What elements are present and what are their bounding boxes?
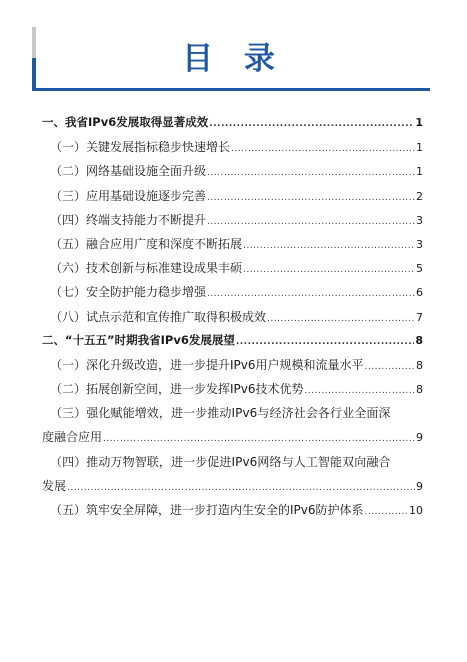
toc-page-number: 8: [416, 358, 423, 372]
toc-leader-dots: [267, 314, 415, 324]
toc-entry-label: 一、我省IPv6发展取得显著成效: [42, 115, 209, 129]
toc-entry[interactable]: [42, 187, 423, 211]
toc-page-number: 8: [415, 333, 423, 347]
toc-entry-label: （七）安全防护能力稳步增强: [50, 285, 207, 300]
title-underline: [32, 88, 430, 91]
toc-entry[interactable]: [42, 283, 423, 307]
toc-entry[interactable]: [42, 138, 423, 162]
toc-page-number: 6: [416, 286, 423, 300]
toc-page-number: 8: [416, 383, 423, 397]
toc-page-number: 3: [416, 237, 423, 251]
toc-leader-dots: [365, 362, 415, 372]
toc-leader-dots: [365, 507, 408, 517]
toc-leader-dots: [305, 386, 415, 396]
toc-entry-label: 二、“十五五”时期我省IPv6发展展望: [42, 332, 235, 347]
toc-entry-label: （三）强化赋能增效，进一步推动IPv6与经济社会各行业全面深: [50, 406, 391, 421]
toc-leader-dots: [243, 241, 415, 251]
toc-entry-label: （四）推动万物智联，进一步促进IPv6网络与人工智能双向融合: [50, 454, 391, 469]
toc-entry[interactable]: [42, 453, 423, 501]
toc-entry-label-continued: 度融合应用: [42, 430, 103, 445]
toc-leader-dots: [231, 144, 415, 154]
toc-section-heading[interactable]: [42, 114, 423, 138]
toc-entry-label: （四）终端支持能力不断提升: [50, 212, 207, 227]
toc-entry[interactable]: [42, 308, 423, 332]
toc-entry[interactable]: [42, 380, 423, 404]
toc-entry-label: （二）拓展创新空间，进一步发挥IPv6技术优势: [50, 382, 304, 397]
table-of-contents: [42, 114, 423, 525]
toc-leader-dots: [207, 217, 415, 227]
toc-entry-label: （六）技术创新与标准建设成果丰硕: [50, 261, 243, 276]
toc-page-number: 3: [416, 213, 423, 227]
toc-entry-label: （五）融合应用广度和深度不断拓展: [50, 236, 243, 251]
page-title: 目 录: [182, 41, 285, 77]
toc-entry[interactable]: [42, 356, 423, 380]
toc-page-number: 9: [416, 431, 423, 445]
toc-leader-dots: [67, 483, 415, 493]
toc-entry-label: （一）关键发展指标稳步快速增长: [50, 140, 231, 155]
toc-entry-label: （五）筑牢安全屏障，进一步打造内生安全的IPv6防护体系: [50, 503, 364, 517]
toc-page-number: 2: [416, 189, 423, 203]
toc-leader-dots: [207, 289, 415, 299]
toc-entry[interactable]: [42, 501, 423, 525]
toc-leader-dots: [103, 434, 415, 444]
toc-entry-label: （三）应用基础设施逐步完善: [50, 188, 207, 203]
toc-entry-label: （八）试点示范和宣传推广取得积极成效: [50, 309, 267, 324]
toc-leader-dots: [236, 337, 415, 347]
toc-page-number: 1: [416, 165, 423, 179]
toc-page-number: 9: [416, 479, 423, 493]
toc-page-number: 5: [416, 262, 423, 276]
toc-entry-label: （二）网络基础设施全面升级: [50, 164, 207, 179]
toc-leader-dots: [209, 119, 414, 129]
toc-page-number: 1: [415, 116, 423, 129]
toc-section-heading[interactable]: [42, 332, 423, 356]
toc-page-number: 7: [416, 310, 423, 324]
toc-entry[interactable]: [42, 259, 423, 283]
toc-page-number: 10: [409, 504, 423, 517]
toc-leader-dots: [207, 193, 415, 203]
toc-page-number: 1: [416, 141, 423, 155]
toc-entry-label: （一）深化升级改造，进一步提升IPv6用户规模和流量水平: [50, 357, 364, 372]
toc-entry[interactable]: [42, 211, 423, 235]
toc-leader-dots: [243, 265, 415, 275]
toc-entry[interactable]: [42, 235, 423, 259]
toc-leader-dots: [207, 168, 415, 178]
toc-entry-label-continued: 发展: [42, 478, 67, 493]
toc-entry[interactable]: [42, 404, 423, 452]
toc-entry[interactable]: [42, 162, 423, 186]
